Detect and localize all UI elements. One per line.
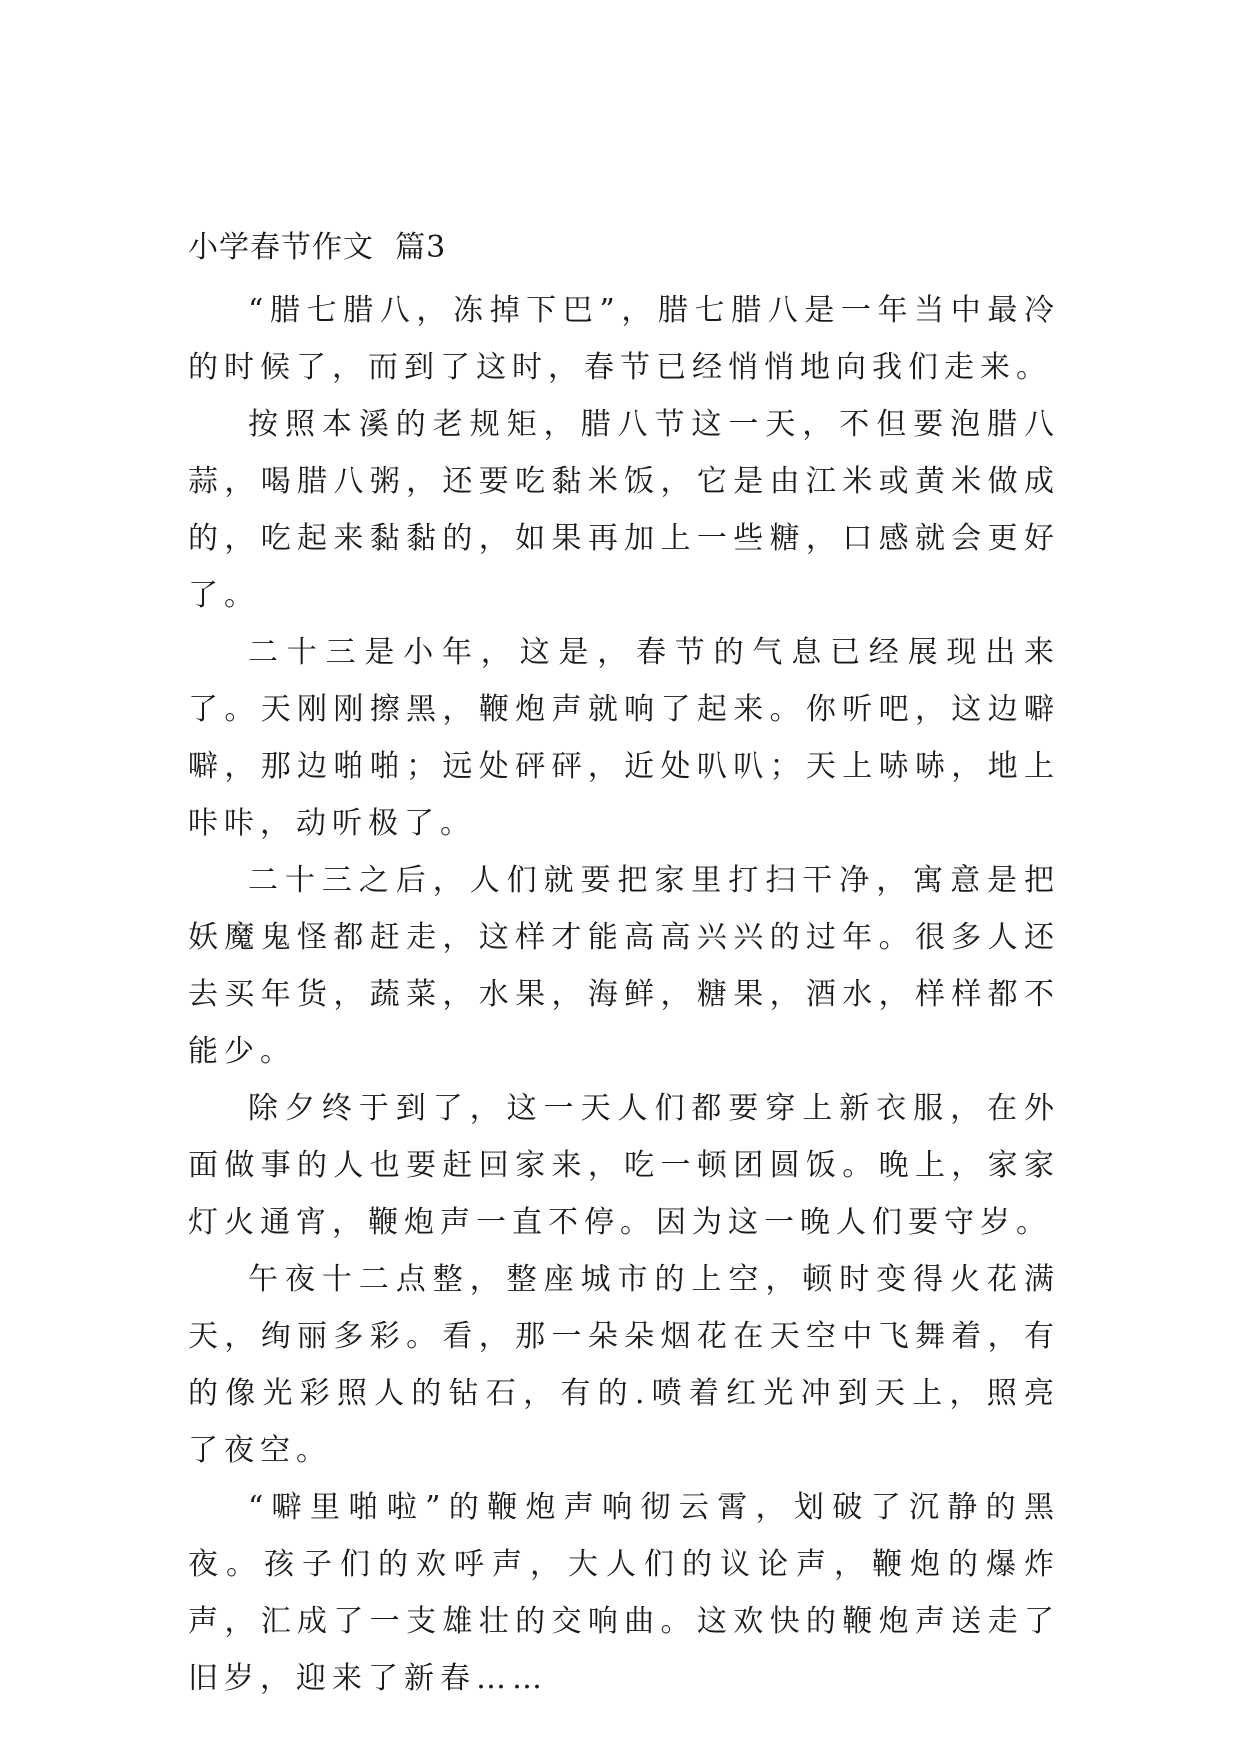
paragraph-6: 午夜十二点整，整座城市的上空，顿时变得火花满天，绚丽多彩。看，那一朵朵烟花在天空中飞舞着，有的像光彩照人的钻石，有的.喷着红光冲到天上，照亮了夜空。 — [188, 1262, 1060, 1468]
paragraph-5: 除夕终于到了，这一天人们都要穿上新衣服，在外面做事的人也要赶回家来，吃一顿团圆饭。晚上，家家灯火通宵，鞭炮声一直不停。因为这一晚人们要守岁。 — [188, 1091, 1060, 1240]
document-body — [188, 222, 1060, 1707]
document-title: 小学春节作文 篇3 — [188, 230, 447, 265]
paragraph-4: 二十三之后，人们就要把家里打扫干净，寓意是把妖魔鬼怪都赶走，这样才能高高兴兴的过年。很多人还去买年货，蔬菜，水果，海鲜，糖果，酒水，样样都不能少。 — [188, 863, 1060, 1069]
paragraph-1: “腊七腊八，冻掉下巴”，腊七腊八是一年当中最冷的时候了，而到了这时，春节已经悄悄地向我们走来。 — [188, 293, 1060, 385]
paragraph-3: 二十三是小年，这是，春节的气息已经展现出来了。天刚刚擦黑，鞭炮声就响了起来。你听吧，这边噼噼，那边啪啪；远处砰砰，近处叭叭；天上哧哧，地上咔咔，动听极了。 — [188, 635, 1060, 841]
paragraph-7: “噼里啪啦”的鞭炮声响彻云霄，划破了沉静的黑夜。孩子们的欢呼声，大人们的议论声，鞭炮的爆炸声，汇成了一支雄壮的交响曲。这欢快的鞭炮声送走了旧岁，迎来了新春…… — [188, 1490, 1060, 1696]
paragraph-2: 按照本溪的老规矩，腊八节这一天，不但要泡腊八蒜，喝腊八粥，还要吃黏米饭，它是由江米或黄米做成的，吃起来黏黏的，如果再加上一些糖，口感就会更好了。 — [188, 407, 1060, 613]
